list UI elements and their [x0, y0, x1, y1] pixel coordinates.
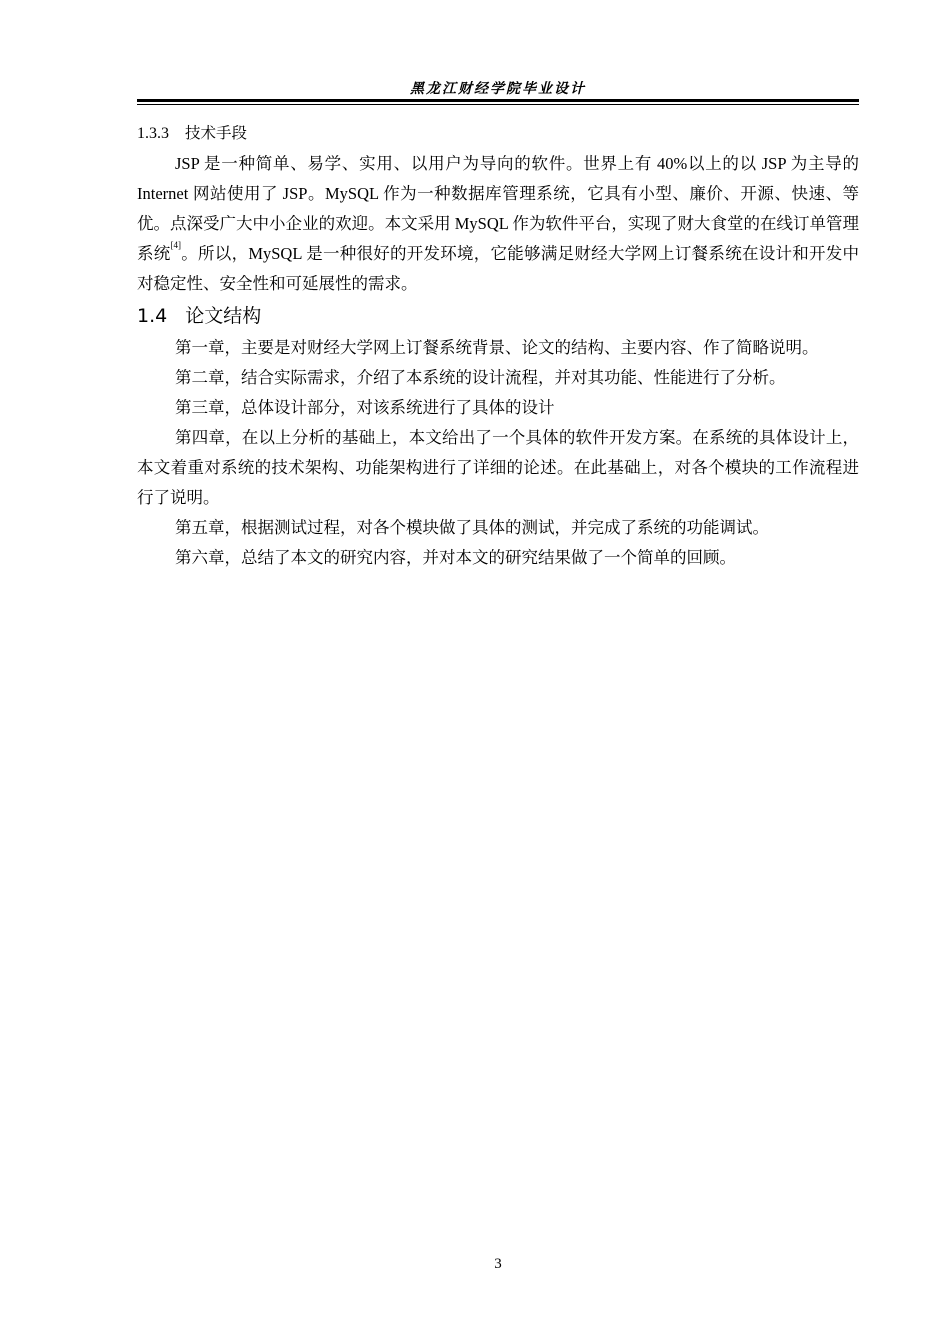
subsection-heading-1-3-3 [137, 118, 859, 149]
page-body [137, 118, 859, 573]
citation-ref: [4] [170, 240, 182, 250]
section-number: 1.4 [137, 305, 168, 327]
chapter-paragraph-5: 第五章，根据测试过程，对各个模块做了具体的测试，并完成了系统的功能调试。 [175, 518, 769, 537]
page-header-title: 黑龙江财经学院毕业设计 [410, 81, 586, 97]
chapter-paragraph-1: 第一章，主要是对财经大学网上订餐系统背景、论文的结构、主要内容、作了简略说明。 [175, 338, 819, 357]
paragraph-text-part1: JSP 是一种简单、易学、实用、以用户为导向的软件。世界上有 40%以上的以 JSP 为主导的 Internet 网站使用了 JSP。MySQL 作为一种数据库管理系统，它具有小型、廉价、开源、快速、等优。点深受广大中小企业的欢迎。本文采用 MySQL 作为软件平台，实现了财大食堂的在线订单管理系统 [137, 154, 859, 263]
section-heading-1-4 [137, 299, 859, 333]
subsection-number: 1.3.3 [137, 125, 169, 142]
chapter-paragraph-3: 第三章，总体设计部分，对该系统进行了具体的设计 [175, 398, 555, 417]
section-title: 论文结构 [185, 305, 262, 327]
chapter-paragraph-2: 第二章，结合实际需求，介绍了本系统的设计流程，并对其功能、性能进行了分析。 [175, 368, 786, 387]
header-rule-thin [137, 104, 859, 105]
subsection-title: 技术手段 [185, 124, 248, 142]
paragraph-jsp-mysql [137, 149, 859, 299]
chapter-paragraph-4: 第四章，在以上分析的基础上，本文给出了一个具体的软件开发方案。在系统的具体设计上，本文着重对系统的技术架构、功能架构进行了详细的论述。在此基础上，对各个模块的工作流程进行了说明。 [137, 428, 859, 507]
paragraph-text-part2: 。所以，MySQL 是一种很好的开发环境，它能够满足财经大学网上订餐系统在设计和开发中对稳定性、安全性和可延展性的需求。 [137, 244, 860, 293]
chapter-paragraph-6: 第六章，总结了本文的研究内容，并对本文的研究结果做了一个简单的回顾。 [175, 548, 736, 567]
page-number: 3 [494, 1256, 502, 1272]
header-rule-thick [137, 99, 859, 102]
